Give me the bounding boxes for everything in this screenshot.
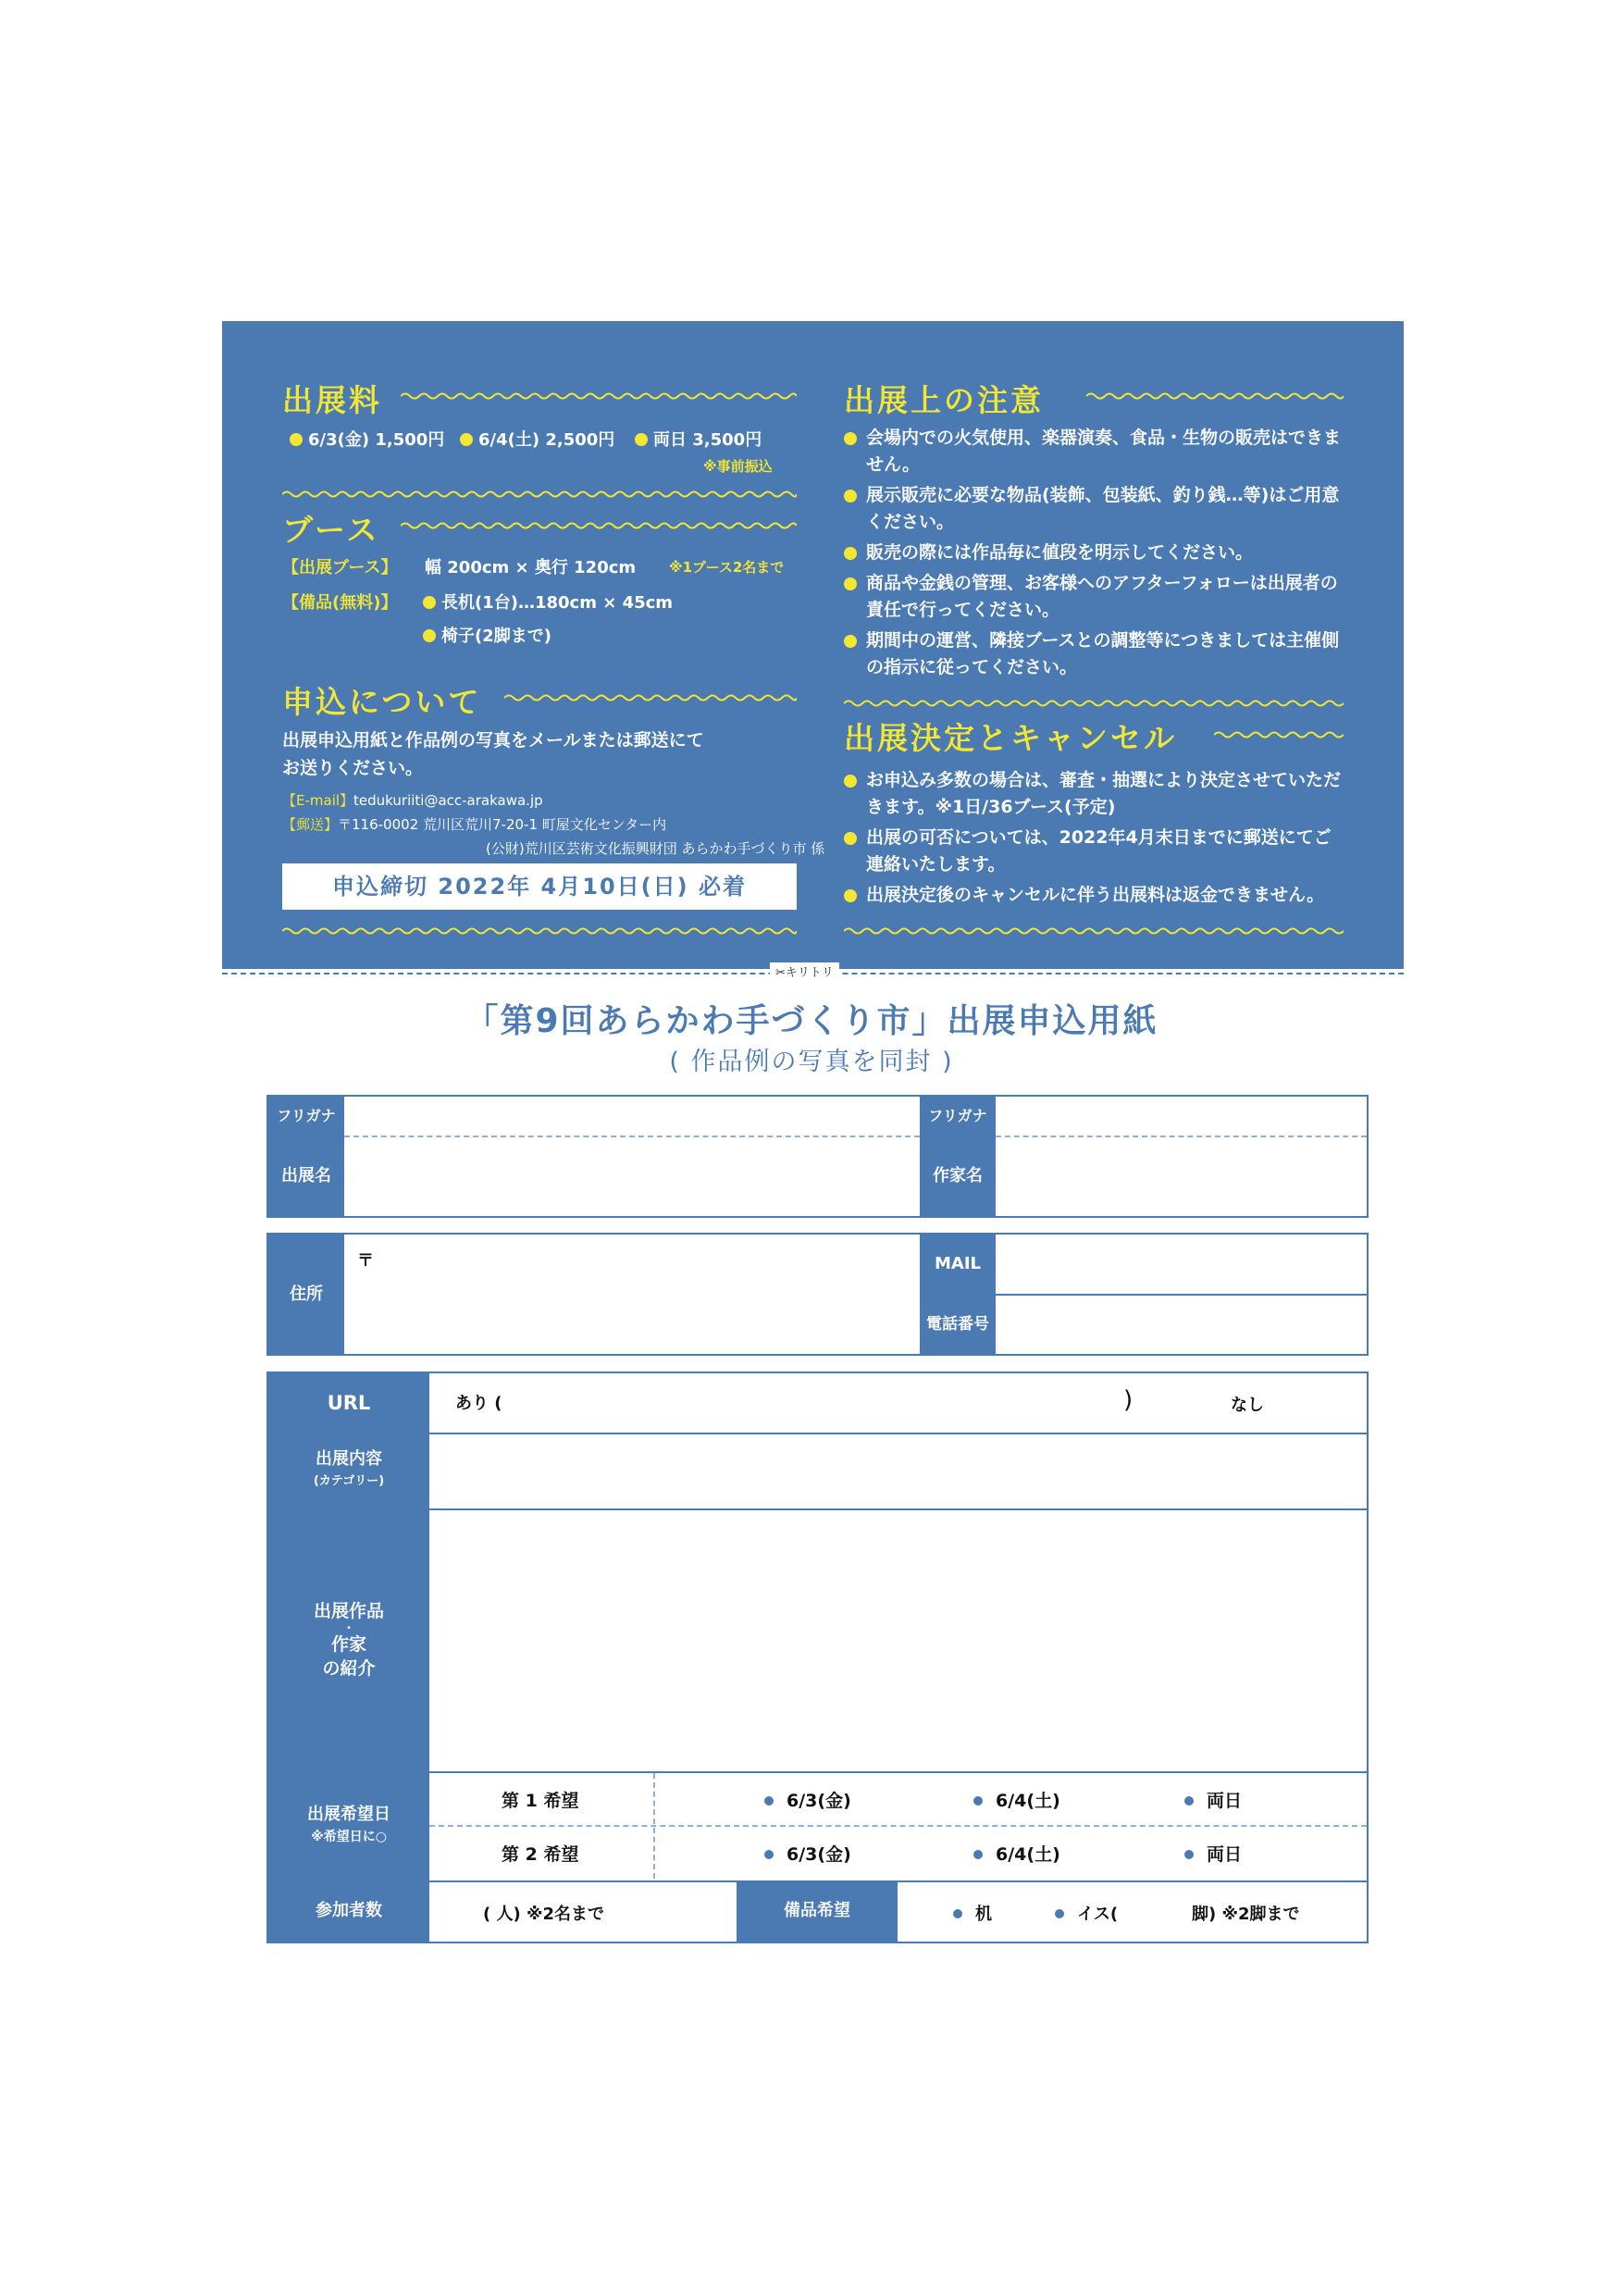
decision-item [844, 882, 1344, 909]
artist-name-label: 作家名 [920, 1136, 996, 1216]
apply-email [282, 789, 543, 812]
post-address: 〒116-0002 荒川区荒川7-20-1 町屋文化センター内 [338, 816, 667, 833]
fee-item [460, 427, 614, 451]
mail-field[interactable] [996, 1235, 1367, 1294]
fee-item-label: 6/3(金) 1,500円 [308, 430, 445, 450]
fees-title: 出展料 [282, 382, 382, 418]
wavy-divider [844, 926, 1344, 936]
caution-item [844, 627, 1344, 681]
caution-item [844, 482, 1344, 536]
wavy-divider [504, 693, 797, 702]
intro-label-text: の紹介 [322, 1658, 376, 1679]
intro-field[interactable] [431, 1510, 1370, 1773]
post-label: 【郵送】 [282, 816, 339, 833]
booth-size: 幅 200cm × 奥行 120cm [425, 558, 637, 577]
booth-title: ブース [282, 512, 380, 548]
dot-icon [844, 635, 857, 648]
url-yes-label: あり ( [455, 1394, 502, 1413]
content-sub-text: (カテゴリー) [313, 1474, 385, 1488]
decision-text: お申込み多数の場合は、審査・抽選により決定させていただきます。※1日/36ブース(予定) [866, 770, 1342, 817]
chair-option[interactable] [1055, 1901, 1118, 1925]
dot-icon [290, 433, 303, 446]
mail-label: MAIL [920, 1235, 996, 1294]
furigana-label: フリガナ [268, 1097, 344, 1136]
fee-item [290, 427, 444, 451]
decision-title: 出展決定とキャンセル [844, 720, 1177, 756]
dot-icon [844, 432, 857, 445]
caution-text: 商品や金銭の管理、お客様へのアフターフォローは出展者の責任で行ってください。 [866, 573, 1338, 620]
form-title: 「第9回あらかわ手づくり市」出展申込用紙 [465, 1002, 1158, 1040]
wavy-divider [401, 521, 797, 530]
choice-1-day-2[interactable] [973, 1787, 1060, 1812]
date-label-text: 出展希望日 [307, 1805, 390, 1824]
booth-label: 【出展ブース】 [282, 558, 398, 577]
option-label: 6/3(金) [787, 1791, 851, 1811]
name-block [266, 1095, 1369, 1218]
caution-text: 展示販売に必要な物品(装飾、包装紙、釣り銭…等)はご用意ください。 [866, 485, 1340, 532]
apply-post [282, 813, 666, 836]
apply-title: 申込について [282, 684, 482, 720]
intro-label-text: 出展作品 [313, 1601, 384, 1621]
dot-icon [973, 1796, 983, 1806]
email-label: 【E-mail】 [282, 792, 354, 809]
content-field[interactable] [431, 1434, 1367, 1508]
url-label: URL [268, 1373, 429, 1433]
wavy-divider [1086, 391, 1344, 401]
wavy-divider [1214, 730, 1344, 739]
content-label [268, 1433, 429, 1508]
dot-icon [460, 433, 473, 446]
dot-icon [1055, 1909, 1064, 1918]
decision-text: 出展の可否については、2022年4月末日までに郵送にてご連絡いたします。 [866, 827, 1332, 875]
fee-note: ※事前振込 [703, 458, 773, 475]
form-subtitle: ( 作品例の写真を同封 ) [669, 1048, 954, 1076]
postal-mark: 〒 [357, 1251, 374, 1271]
exhibitor-furigana-field[interactable] [344, 1097, 920, 1136]
dot-icon [844, 832, 857, 845]
choice-1-both[interactable] [1184, 1787, 1242, 1812]
address-field[interactable] [344, 1235, 920, 1354]
caution-text: 会場内での火気使用、楽器演奏、食品・生物の販売はできません。 [866, 428, 1342, 475]
wavy-divider [401, 391, 797, 401]
apply-text: お送りください。 [282, 758, 424, 778]
desk-option[interactable] [953, 1901, 992, 1925]
equip-item [423, 590, 673, 614]
equip-label: 【備品(無料)】 [282, 593, 398, 613]
dot-icon [1184, 1796, 1194, 1806]
decision-text: 出展決定後のキャンセルに伴う出展料は返金できません。 [866, 885, 1325, 905]
cautions-list [844, 425, 1344, 685]
dot-icon [1184, 1850, 1194, 1859]
divider [268, 1771, 1367, 1773]
booth-note: ※1ブース2名まで [669, 559, 785, 576]
option-label: 机 [975, 1905, 992, 1924]
wavy-divider [282, 926, 797, 936]
option-label: 6/3(金) [787, 1844, 851, 1865]
caution-item [844, 425, 1344, 478]
address-block [266, 1233, 1369, 1356]
cut-label: ✂キリトリ [770, 962, 839, 980]
choice-2-day-2[interactable] [973, 1841, 1060, 1866]
dot-icon [844, 490, 857, 503]
option-label: 両日 [1207, 1791, 1243, 1811]
equip-request-label: 備品希望 [737, 1880, 898, 1942]
cautions-title: 出展上の注意 [844, 382, 1044, 418]
option-label: イス( [1077, 1905, 1119, 1924]
option-label: 6/4(土) [996, 1791, 1060, 1811]
equip-item-label: 椅子(2脚まで) [441, 627, 551, 646]
fee-item-label: 6/4(土) 2,500円 [478, 430, 615, 450]
choice-2-label: 第 2 希望 [502, 1844, 579, 1865]
chair-count-field[interactable]: 脚) ※2脚まで [1192, 1905, 1300, 1924]
decision-item [844, 767, 1344, 821]
divider [429, 1825, 1367, 1827]
furigana-label: フリガナ [920, 1097, 996, 1136]
choice-2-day-1[interactable] [764, 1841, 851, 1866]
info-panel [222, 321, 1404, 969]
fee-item [635, 427, 762, 451]
dot-icon [973, 1850, 983, 1859]
caution-text: 期間中の運営、隣接ブースとの調整等につきましては主催側の指示に従ってください。 [866, 630, 1340, 677]
option-label: 6/4(土) [996, 1844, 1060, 1865]
option-label: 両日 [1207, 1844, 1243, 1865]
apply-text: 出展申込用紙と作品例の写真をメールまたは郵送にて [282, 730, 704, 751]
dot-icon [844, 547, 857, 560]
artist-furigana-field[interactable] [996, 1097, 1367, 1136]
url-yes-option[interactable] [455, 1390, 502, 1414]
wavy-divider [282, 490, 797, 499]
date-sub-text: ※希望日に○ [311, 1830, 387, 1844]
caution-item [844, 540, 1344, 566]
date-label [268, 1771, 429, 1880]
address-label: 住所 [268, 1235, 344, 1354]
dot-icon [844, 577, 857, 590]
caution-item [844, 570, 1344, 624]
choice-1-day-1[interactable] [764, 1787, 851, 1812]
exhibitor-name-label: 出展名 [268, 1136, 344, 1216]
url-close-paren: ) [1123, 1386, 1134, 1414]
divider [653, 1773, 655, 1879]
phone-field[interactable] [996, 1296, 1367, 1354]
details-block [266, 1371, 1369, 1943]
participants-label: 参加者数 [268, 1880, 429, 1942]
equip-item [423, 623, 551, 647]
wavy-divider [844, 699, 1344, 708]
content-label-text: 出展内容 [316, 1449, 382, 1469]
dot-icon [423, 629, 436, 642]
choice-1-label: 第 1 希望 [502, 1791, 579, 1811]
deadline-banner: 申込締切 2022年 4月10日(日) 必着 [282, 863, 797, 910]
dot-icon [764, 1850, 774, 1859]
url-field[interactable] [527, 1381, 1147, 1425]
dot-icon [844, 775, 857, 788]
url-no-option[interactable]: なし [1231, 1396, 1264, 1415]
decision-list [844, 767, 1344, 912]
participants-field[interactable]: ( 人) ※2名まで [483, 1905, 605, 1924]
email-address: tedukuriiti@acc-arakawa.jp [353, 792, 543, 809]
apply-post-recipient: (公財)荒川区芸術文化振興財団 あらかわ手づくり市 係 [486, 840, 825, 857]
equip-item-label: 長机(1台)…180cm × 45cm [441, 593, 674, 613]
dot-icon [953, 1909, 962, 1918]
intro-label-text: 作家 [330, 1634, 366, 1655]
dot-icon [423, 596, 436, 609]
choice-2-both[interactable] [1184, 1841, 1242, 1866]
phone-label: 電話番号 [920, 1294, 996, 1354]
dot-icon [844, 889, 857, 902]
caution-text: 販売の際には作品毎に値段を明示してください。 [866, 542, 1254, 563]
decision-item [844, 825, 1344, 878]
intro-label-dot: ・ [342, 1621, 354, 1634]
exhibitor-name-field[interactable] [344, 1137, 920, 1216]
artist-name-field[interactable] [996, 1137, 1367, 1216]
intro-label [268, 1508, 429, 1771]
fee-item-label: 両日 3,500円 [653, 430, 762, 450]
dot-icon [764, 1796, 774, 1806]
dot-icon [635, 433, 648, 446]
